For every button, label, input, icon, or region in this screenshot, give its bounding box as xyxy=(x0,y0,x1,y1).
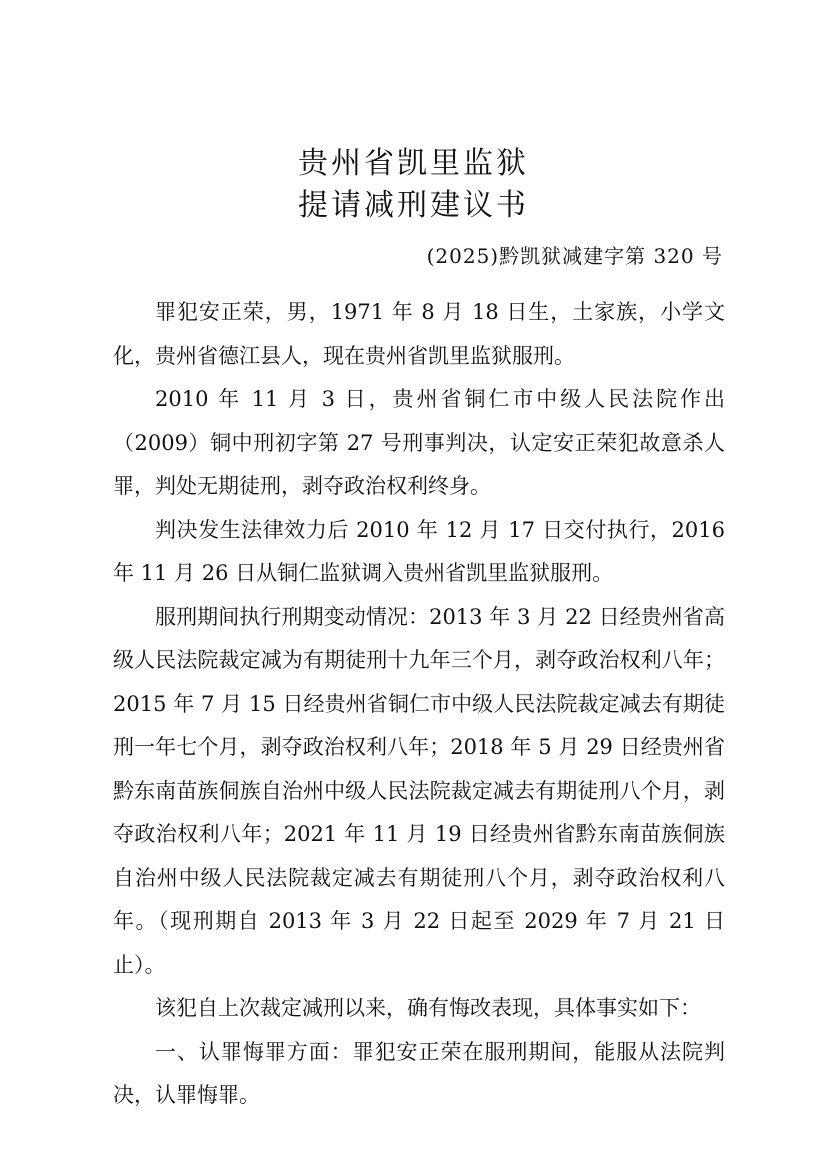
document-title-org: 贵州省凯里监狱 xyxy=(298,146,529,181)
paragraph-facts-intro: 该犯自上次裁定减刑以来，确有悔改表现，具体事实如下： xyxy=(155,996,701,1020)
document-title-type: 提请减刑建议书 xyxy=(298,188,529,223)
paragraph-sentence-changes: 服刑期间执行刑期变动情况：2013 年 3 月 22 日经贵州省高级人民法院裁定减为有期徒刑十九年三个月，剥夺政治权利八年；2015 年 7 月 15 日经贵州省铜仁市中级人民法院裁定减去有期徒刑一年七个月，剥夺政治权利八年；2018 年 5 月 29 日经贵州省黔东南苗族侗族自治州中级人民法院裁定减去有期徒刑八个月，剥夺政治权利八年；2021 年 11 月 19 日经贵州省黔东南苗族侗族自治州中级人民法院裁定减去有期徒刑八个月，剥夺政治权利八年。（现刑期自 2013 年 3 月 22 日起至 2029 年 7 月 21 日止）。 xyxy=(113,604,725,977)
paragraph-repentance: 一、认罪悔罪方面：罪犯安正荣在服刑期间，能服从法院判决，认罪悔罪。 xyxy=(113,1039,725,1107)
paragraph-criminal-info: 罪犯安正荣，男，1971 年 8 月 18 日生，土家族，小学文化，贵州省德江县人，现在贵州省凯里监狱服刑。 xyxy=(113,300,725,368)
paragraph-execution: 判决发生法律效力后 2010 年 12 月 17 日交付执行，2016 年 11 月 26 日从铜仁监狱调入贵州省凯里监狱服刑。 xyxy=(113,517,725,585)
paragraph-original-judgment: 2010 年 11 月 3 日，贵州省铜仁市中级人民法院作出（2009）铜中刑初字第 27 号刑事判决，认定安正荣犯故意杀人罪，判处无期徒刑，剥夺政治权利终身。 xyxy=(113,387,725,498)
document-body xyxy=(113,291,725,1118)
document-number: (2025)黔凯狱减建字第 320 号 xyxy=(426,244,723,268)
